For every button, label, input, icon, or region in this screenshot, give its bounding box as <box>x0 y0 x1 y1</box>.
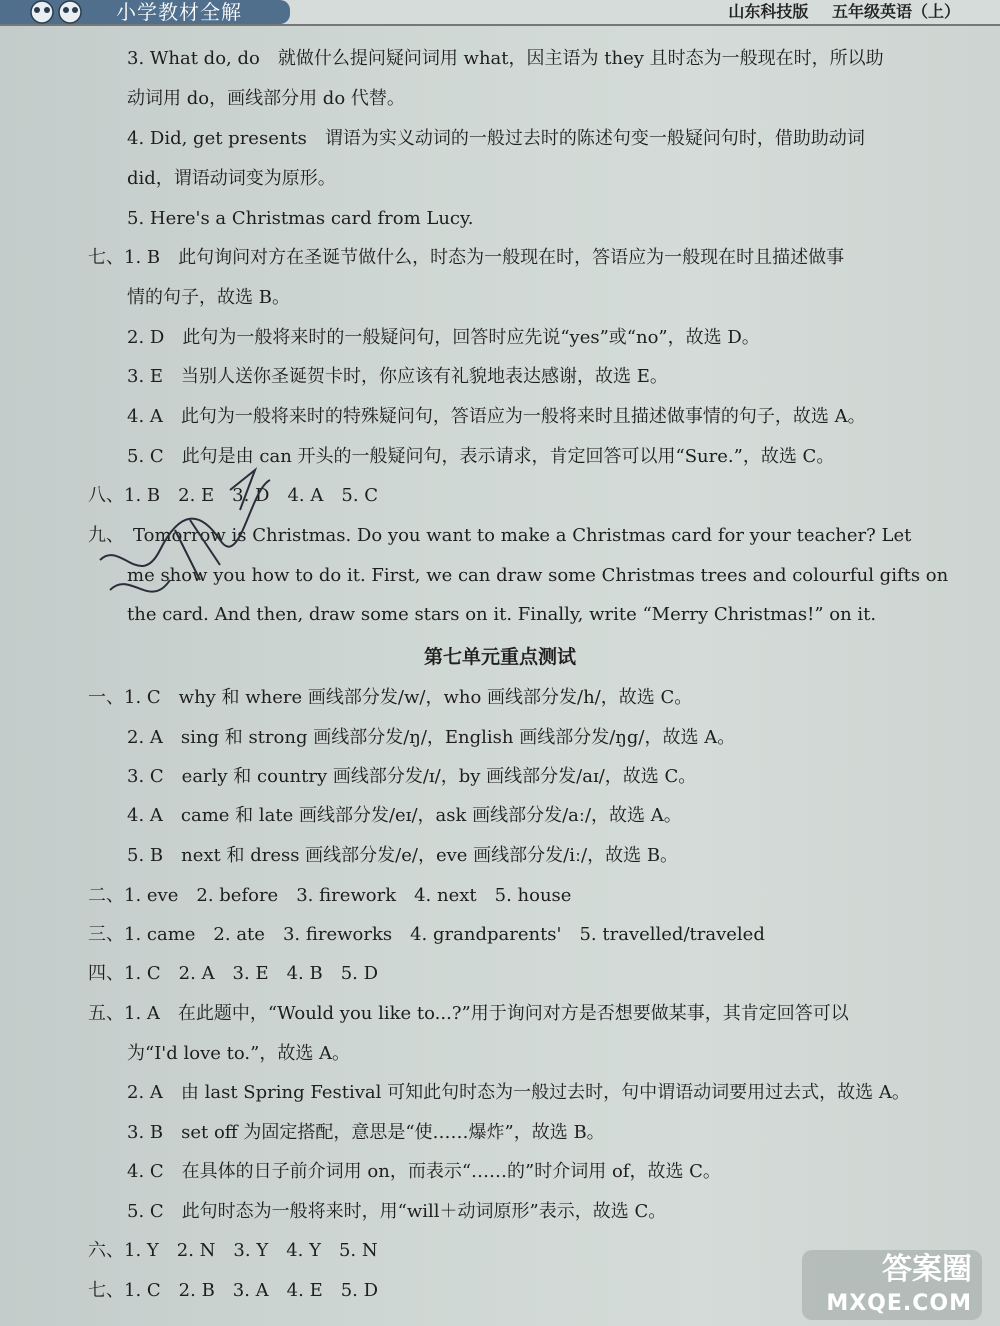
answer-line: 为“I'd love to.”，故选 A。 <box>127 1043 351 1064</box>
answer-line: 3. What do, do 就做什么提问疑问词用 what，因主语为 they 且时态为一般现在时，所以助 <box>127 48 884 69</box>
answer-line: 一、1. C why 和 where 画线部分发/w/，who 画线部分发/h/，故选 C。 <box>88 687 693 708</box>
section-title: 第七单元重点测试 <box>423 646 576 668</box>
header-tab <box>0 0 290 24</box>
answer-line: 5. Here's a Christmas card from Lucy. <box>127 208 474 229</box>
publisher-label: 山东科技版 <box>728 2 809 21</box>
answer-line: 五、1. A 在此题中，“Would you like to...?”用于询问对方是否想要做某事，其肯定回答可以 <box>88 1003 849 1024</box>
answer-line: 4. C 在具体的日子前介词用 on，而表示“……的”时介词用 of，故选 C。 <box>127 1161 721 1182</box>
pen-scribble <box>80 450 340 630</box>
answer-line: 5. C 此句时态为一般将来时，用“will＋动词原形”表示，故选 C。 <box>127 1201 667 1222</box>
answer-line: 三、1. came 2. ate 3. fireworks 4. grandparents' 5. travelled/traveled <box>88 924 765 945</box>
grade-label: 五年级英语（上） <box>831 2 960 21</box>
book-info <box>710 0 960 24</box>
watermark-text: 答案圈 <box>882 1252 972 1287</box>
answer-line: 四、1. C 2. A 3. E 4. B 5. D <box>88 963 379 984</box>
answer-line: 六、1. Y 2. N 3. Y 4. Y 5. N <box>88 1240 378 1261</box>
answer-line: 4. A 此句为一般将来时的特殊疑问句，答语应为一般将来时且描述做事情的句子，故选 A。 <box>127 406 866 427</box>
answer-line: 情的句子，故选 B。 <box>127 287 290 308</box>
answer-line: me show you how to do it. First, we can draw some Christmas trees and colourful gifts on <box>127 565 949 586</box>
answer-line: 3. C early 和 country 画线部分发/ɪ/，by 画线部分发/aɪ/，故选 C。 <box>127 766 697 787</box>
watermark-url: MXQE.COM <box>826 1291 972 1316</box>
answer-line: 2. A sing 和 strong 画线部分发/ŋ/，English 画线部分发/ŋg/，故选 A。 <box>127 727 736 748</box>
answer-line: 二、1. eve 2. before 3. firework 4. next 5. house <box>88 885 572 906</box>
answer-line: 九、 Tomorrow is Christmas. Do you want to make a Christmas card for your teacher? Let <box>88 525 912 546</box>
answer-line: 3. B set off 为固定搭配，意思是“使……爆炸”，故选 B。 <box>127 1122 605 1143</box>
answer-line: 2. A 由 last Spring Festival 可知此句时态为一般过去时，句中谓语动词要用过去式，故选 A。 <box>127 1082 910 1103</box>
book-title: 小学教材全解 <box>116 0 242 24</box>
answer-line: 八、1. B 2. E 3. D 4. A 5. C <box>88 485 379 506</box>
answer-line: 5. C 此句是由 can 开头的一般疑问句，表示请求，肯定回答可以用“Sure.”，故选 C。 <box>127 446 835 467</box>
page-header <box>0 0 1000 26</box>
answer-line: did，谓语动词变为原形。 <box>127 168 336 189</box>
answer-line: 4. A came 和 late 画线部分发/eɪ/，ask 画线部分发/aː/，故选 A。 <box>127 805 682 826</box>
answer-line: 动词用 do，画线部分用 do 代替。 <box>127 88 405 109</box>
mascot-icon <box>22 0 92 24</box>
answer-line: 5. B next 和 dress 画线部分发/e/，eve 画线部分发/iː/，故选 B。 <box>127 845 679 866</box>
answer-line: 七、1. B 此句询问对方在圣诞节做什么，时态为一般现在时，答语应为一般现在时且描述做事 <box>88 247 845 268</box>
answer-line: 七、1. C 2. B 3. A 4. E 5. D <box>88 1280 379 1301</box>
answer-line: 4. Did, get presents 谓语为实义动词的一般过去时的陈述句变一般疑问句时，借助助动词 <box>127 128 865 149</box>
answer-line: 3. E 当别人送你圣诞贺卡时，你应该有礼貌地表达感谢，故选 E。 <box>127 366 668 387</box>
answer-line: 2. D 此句为一般将来时的一般疑问句，回答时应先说“yes”或“no”，故选 D。 <box>127 327 760 348</box>
answer-line: the card. And then, draw some stars on it. Finally, write “Merry Christmas!” on it. <box>127 604 877 625</box>
